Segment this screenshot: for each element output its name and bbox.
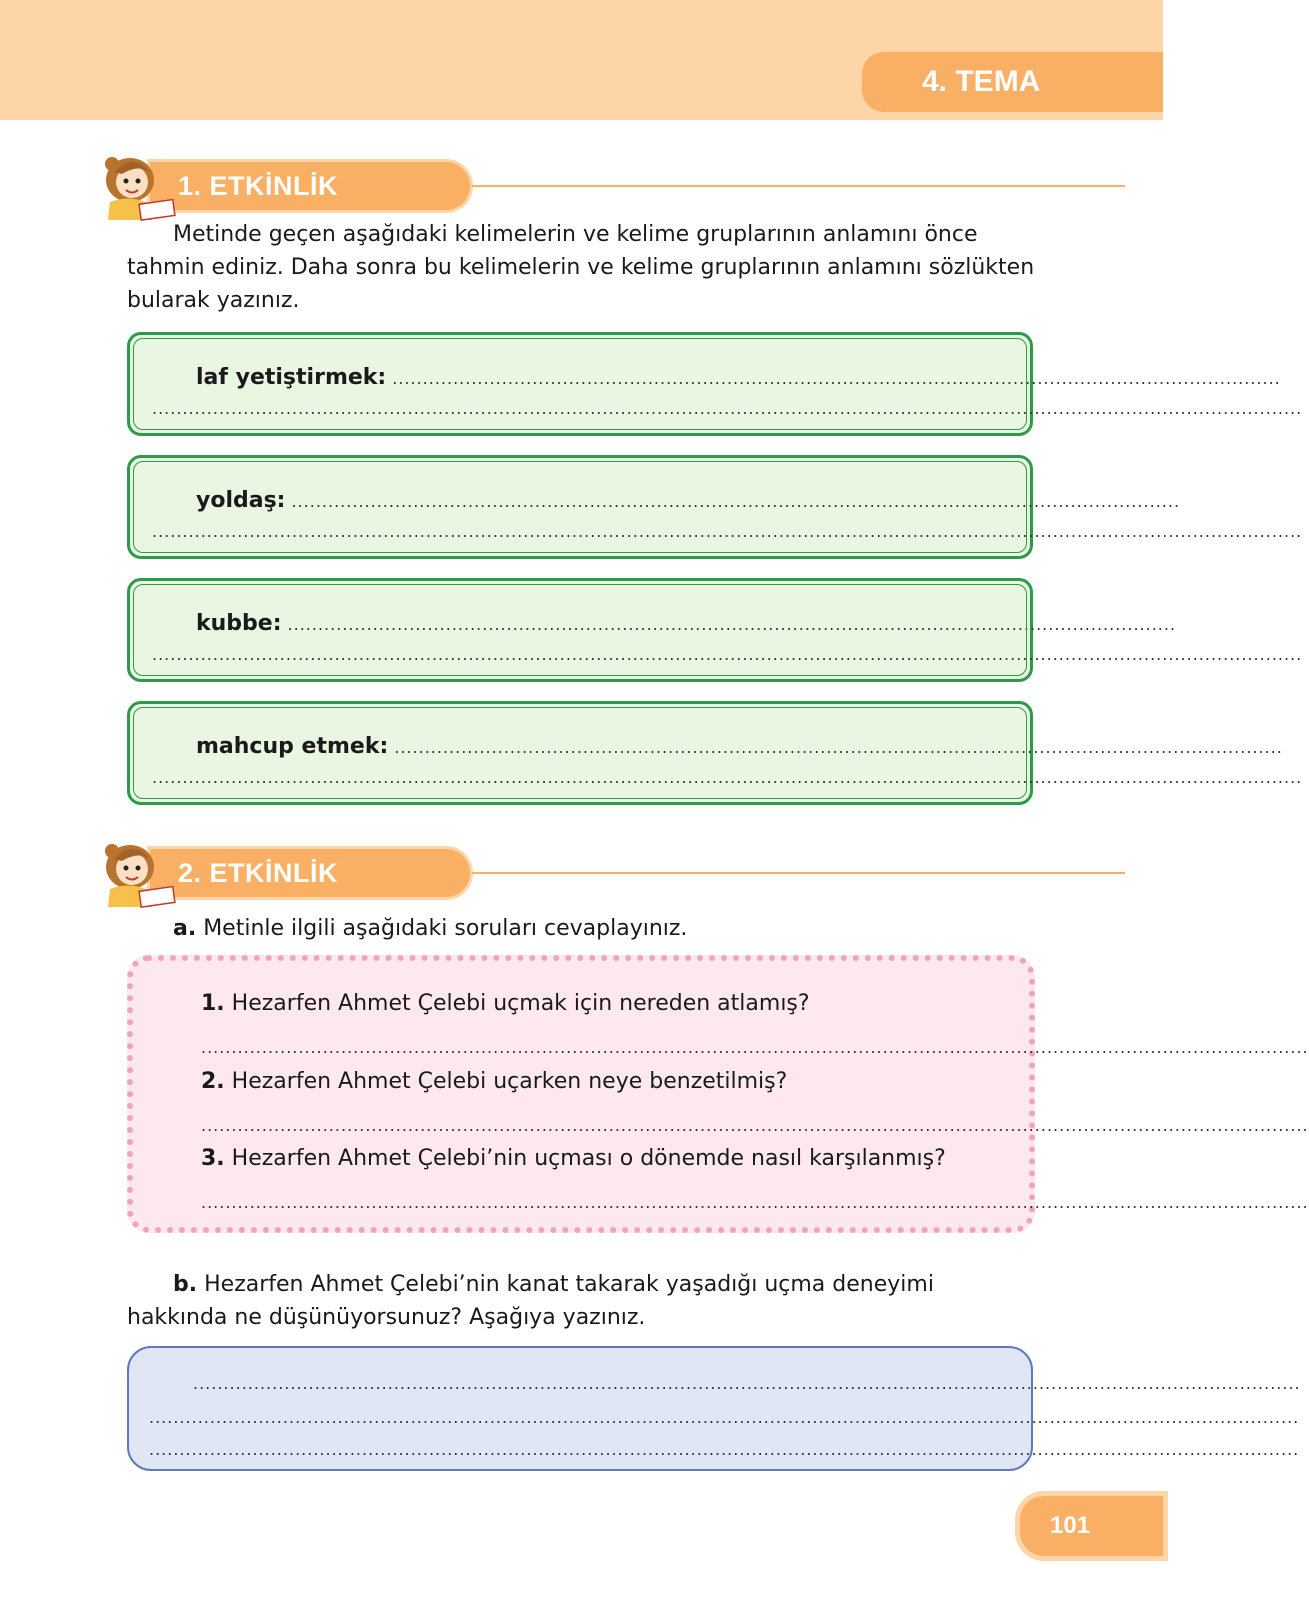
girl-mascot-icon: [90, 837, 180, 909]
question-number: 1.: [201, 991, 225, 1016]
page-number-tab: [1020, 1496, 1163, 1556]
question-1: [201, 991, 1003, 1016]
question-text: Hezarfen Ahmet Çelebi’nin uçması o dönemde nasıl karşılanmış?: [231, 1146, 946, 1171]
question-text: Hezarfen Ahmet Çelebi uçarken neye benzetilmiş?: [231, 1069, 788, 1094]
activity-2-rule: [472, 872, 1125, 874]
page-number: 101: [1050, 1512, 1091, 1539]
question-2: [201, 1069, 1003, 1094]
activity-1-header: [90, 150, 1035, 220]
questions-box: [127, 955, 1309, 1233]
answer-line[interactable]: ......................................................................................................................................................................................: [193, 1374, 1301, 1393]
question-number: 2.: [201, 1069, 225, 1094]
term-box: [127, 455, 1303, 559]
activity-2-header: [90, 837, 1035, 907]
term-box: [127, 701, 1303, 805]
answer-line[interactable]: ..................................................................................................................................................: [287, 615, 1177, 634]
answer-line[interactable]: .............................................................................................................................................................................................: [149, 1440, 1300, 1459]
activity-1-instructions-text: Metinde geçen aşağıdaki kelimelerin ve kelime gruplarının anlamını önce tahmin ediniz. Daha sonra bu kelimelerin ve kelime gruplarının anlamını sözlükten bularak yazınız.: [127, 222, 1035, 313]
theme-label: 4. TEMA: [922, 65, 1041, 98]
answer-line[interactable]: ......................................................................................................................................................................................: [201, 1116, 1309, 1135]
activity-1-title: 1. ETKİNLİK: [178, 171, 339, 201]
answer-line[interactable]: .............................................................................................................................................................................................: [149, 1408, 1300, 1427]
term-label: yoldaş:: [196, 488, 286, 513]
activity-1-rule: [472, 185, 1125, 187]
opinion-answer-box: [127, 1346, 1301, 1471]
question-3: [201, 1146, 1003, 1171]
answer-line[interactable]: .............................................................................................................................................................................................: [152, 768, 1303, 787]
answer-line[interactable]: ..................................................................................................................................................: [392, 369, 1281, 388]
answer-line[interactable]: ..................................................................................................................................................: [291, 492, 1181, 511]
question-text: Hezarfen Ahmet Çelebi uçmak için nereden atlamış?: [231, 991, 810, 1016]
part-a-marker: a.: [173, 916, 197, 941]
term-label: kubbe:: [196, 611, 282, 636]
term-box: [127, 578, 1303, 682]
part-a-prompt: [173, 912, 1033, 945]
answer-line[interactable]: ......................................................................................................................................................................................: [201, 1193, 1309, 1212]
answer-line[interactable]: .............................................................................................................................................................................................: [152, 645, 1303, 664]
answer-line[interactable]: .............................................................................................................................................................................................: [152, 399, 1303, 418]
part-b-prompt: [127, 1268, 1033, 1334]
term-label: mahcup etmek:: [196, 734, 389, 759]
term-label: laf yetiştirmek:: [196, 365, 387, 390]
question-number: 3.: [201, 1146, 225, 1171]
answer-line[interactable]: ..................................................................................................................................................: [394, 738, 1283, 757]
answer-line[interactable]: .............................................................................................................................................................................................: [152, 522, 1303, 541]
girl-mascot-icon: [90, 150, 180, 222]
term-box: [127, 332, 1303, 436]
activity-1-instructions: [127, 218, 1035, 317]
part-b-text: Hezarfen Ahmet Çelebi’nin kanat takarak yaşadığı uçma deneyimi hakkında ne düşünüyorsunuz? Aşağıya yazınız.: [127, 1272, 934, 1330]
answer-line[interactable]: ......................................................................................................................................................................................: [201, 1038, 1309, 1057]
part-a-text: Metinle ilgili aşağıdaki soruları cevaplayınız.: [203, 916, 688, 941]
theme-tab: [862, 52, 1163, 112]
activity-2-title: 2. ETKİNLİK: [178, 858, 339, 888]
part-b-marker: b.: [173, 1272, 198, 1297]
